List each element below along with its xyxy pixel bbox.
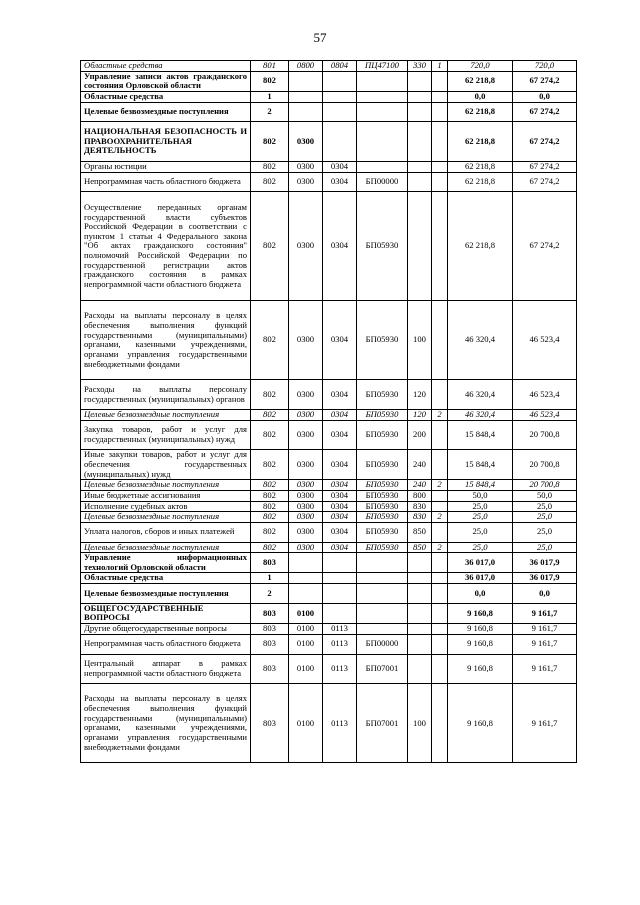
subsection-cell: 0304 (323, 420, 357, 450)
table-row (81, 480, 577, 491)
expense-type-cell (408, 634, 432, 654)
amount-year1-cell: 25,0 (448, 501, 513, 512)
subsection-cell (323, 584, 357, 604)
grbs-cell: 802 (251, 542, 289, 553)
amount-year1-cell: 15 848,4 (448, 450, 513, 480)
funding-source-cell (432, 172, 448, 192)
table-row (81, 684, 577, 763)
funding-source-cell (432, 522, 448, 542)
amount-year1-cell: 46 320,4 (448, 301, 513, 380)
amount-year2-cell: 46 523,4 (513, 301, 577, 380)
table-row (81, 61, 577, 72)
grbs-cell: 802 (251, 172, 289, 192)
funding-source-cell (432, 301, 448, 380)
target-article-cell: БП05930 (357, 450, 408, 480)
row-name-cell: Иные закупки товаров, работ и услуг для обеспечения государственных (муниципальных) нужд (81, 450, 251, 480)
grbs-cell: 803 (251, 684, 289, 763)
section-cell: 0300 (289, 172, 323, 192)
grbs-cell: 803 (251, 624, 289, 635)
budget-table (80, 60, 577, 763)
grbs-cell: 2 (251, 584, 289, 604)
amount-year2-cell: 67 274,2 (513, 172, 577, 192)
expense-type-cell (408, 161, 432, 172)
page-number: 57 (313, 30, 327, 45)
table-row (81, 654, 577, 684)
target-article-cell (357, 553, 408, 573)
funding-source-cell (432, 501, 448, 512)
funding-source-cell (432, 684, 448, 763)
amount-year1-cell: 9 160,8 (448, 634, 513, 654)
table-row (81, 634, 577, 654)
row-name-cell: Управление записи актов гражданского состояния Орловской области (81, 71, 251, 91)
amount-year1-cell: 720,0 (448, 61, 513, 72)
amount-year2-cell: 20 700,8 (513, 480, 577, 491)
row-name-cell: НАЦИОНАЛЬНАЯ БЕЗОПАСНОСТЬ И ПРАВООХРАНИТЕЛЬНАЯ ДЕЯТЕЛЬНОСТЬ (81, 122, 251, 162)
section-cell (289, 71, 323, 91)
expense-type-cell: 120 (408, 380, 432, 410)
subsection-cell: 0113 (323, 684, 357, 763)
amount-year2-cell: 20 700,8 (513, 420, 577, 450)
row-name-cell: Областные средства (81, 91, 251, 102)
expense-type-cell (408, 573, 432, 584)
grbs-cell: 803 (251, 603, 289, 623)
expense-type-cell (408, 172, 432, 192)
amount-year2-cell: 67 274,2 (513, 102, 577, 122)
target-article-cell (357, 161, 408, 172)
row-name-cell: Органы юстиции (81, 161, 251, 172)
expense-type-cell (408, 192, 432, 301)
table-row (81, 501, 577, 512)
amount-year1-cell: 62 218,8 (448, 122, 513, 162)
row-name-cell: Областные средства (81, 61, 251, 72)
expense-type-cell (408, 553, 432, 573)
grbs-cell: 802 (251, 410, 289, 421)
funding-source-cell (432, 573, 448, 584)
amount-year2-cell: 9 161,7 (513, 634, 577, 654)
section-cell (289, 553, 323, 573)
subsection-cell: 0304 (323, 172, 357, 192)
row-name-cell: Центральный аппарат в рамках непрограммной части областного бюджета (81, 654, 251, 684)
table-row (81, 301, 577, 380)
section-cell: 0100 (289, 684, 323, 763)
expense-type-cell: 240 (408, 480, 432, 491)
section-cell: 0100 (289, 634, 323, 654)
funding-source-cell (432, 102, 448, 122)
section-cell: 0300 (289, 192, 323, 301)
section-cell: 0300 (289, 512, 323, 523)
section-cell: 0100 (289, 603, 323, 623)
row-name-cell: Управление информационных технологий Орловской области (81, 553, 251, 573)
funding-source-cell (432, 420, 448, 450)
row-name-cell: Иные бюджетные ассигнования (81, 490, 251, 501)
target-article-cell: БП05930 (357, 380, 408, 410)
amount-year1-cell: 62 218,8 (448, 172, 513, 192)
section-cell: 0300 (289, 122, 323, 162)
grbs-cell: 802 (251, 71, 289, 91)
funding-source-cell (432, 380, 448, 410)
funding-source-cell (432, 603, 448, 623)
amount-year2-cell: 9 161,7 (513, 624, 577, 635)
target-article-cell: БП05930 (357, 522, 408, 542)
table-row (81, 624, 577, 635)
target-article-cell (357, 91, 408, 102)
grbs-cell: 802 (251, 161, 289, 172)
section-cell: 0300 (289, 490, 323, 501)
funding-source-cell (432, 654, 448, 684)
expense-type-cell: 200 (408, 420, 432, 450)
section-cell: 0300 (289, 450, 323, 480)
expense-type-cell (408, 603, 432, 623)
section-cell: 0300 (289, 420, 323, 450)
row-name-cell: Целевые безвозмездные поступления (81, 410, 251, 421)
table-row (81, 380, 577, 410)
section-cell (289, 102, 323, 122)
subsection-cell: 0304 (323, 380, 357, 410)
section-cell: 0300 (289, 542, 323, 553)
grbs-cell: 2 (251, 102, 289, 122)
section-cell: 0300 (289, 301, 323, 380)
amount-year2-cell: 25,0 (513, 512, 577, 523)
row-name-cell: Закупка товаров, работ и услуг для государственных (муниципальных) нужд (81, 420, 251, 450)
funding-source-cell (432, 553, 448, 573)
expense-type-cell: 120 (408, 410, 432, 421)
target-article-cell: БП05930 (357, 192, 408, 301)
subsection-cell: 0304 (323, 192, 357, 301)
target-article-cell: БП07001 (357, 684, 408, 763)
grbs-cell: 803 (251, 654, 289, 684)
amount-year1-cell: 25,0 (448, 512, 513, 523)
amount-year2-cell: 67 274,2 (513, 71, 577, 91)
amount-year1-cell: 15 848,4 (448, 420, 513, 450)
amount-year1-cell: 36 017,0 (448, 573, 513, 584)
grbs-cell: 803 (251, 634, 289, 654)
row-name-cell: Осуществление переданных органам государственной власти субъектов Российской Федерации в соответствии с пунктом 1 статьи 4 Федерального закона "Об актах гражданского состояния" полномочий Российской Федерации по государственной регистрации актов гражданского состояния в рамках непрограммной части областного бюджета (81, 192, 251, 301)
funding-source-cell (432, 71, 448, 91)
table-row (81, 192, 577, 301)
amount-year1-cell: 62 218,8 (448, 161, 513, 172)
target-article-cell (357, 573, 408, 584)
section-cell: 0300 (289, 501, 323, 512)
grbs-cell: 802 (251, 480, 289, 491)
expense-type-cell (408, 584, 432, 604)
target-article-cell: БП05930 (357, 410, 408, 421)
subsection-cell (323, 573, 357, 584)
table-row (81, 553, 577, 573)
funding-source-cell (432, 122, 448, 162)
table-row (81, 512, 577, 523)
section-cell: 0800 (289, 61, 323, 72)
row-name-cell: Целевые безвозмездные поступления (81, 542, 251, 553)
funding-source-cell (432, 91, 448, 102)
amount-year2-cell: 9 161,7 (513, 654, 577, 684)
amount-year2-cell: 67 274,2 (513, 161, 577, 172)
subsection-cell: 0304 (323, 410, 357, 421)
target-article-cell: БП05930 (357, 501, 408, 512)
expense-type-cell (408, 71, 432, 91)
target-article-cell (357, 102, 408, 122)
grbs-cell: 1 (251, 573, 289, 584)
subsection-cell (323, 122, 357, 162)
funding-source-cell: 2 (432, 542, 448, 553)
amount-year2-cell: 9 161,7 (513, 603, 577, 623)
target-article-cell (357, 71, 408, 91)
target-article-cell: БП05930 (357, 420, 408, 450)
expense-type-cell: 240 (408, 450, 432, 480)
subsection-cell: 0804 (323, 61, 357, 72)
row-name-cell: Уплата налогов, сборов и иных платежей (81, 522, 251, 542)
subsection-cell: 0304 (323, 522, 357, 542)
subsection-cell (323, 553, 357, 573)
subsection-cell: 0304 (323, 501, 357, 512)
target-article-cell: БП05930 (357, 490, 408, 501)
amount-year2-cell: 46 523,4 (513, 380, 577, 410)
expense-type-cell (408, 102, 432, 122)
grbs-cell: 802 (251, 490, 289, 501)
table-row (81, 490, 577, 501)
section-cell: 0100 (289, 654, 323, 684)
table-row (81, 71, 577, 91)
subsection-cell: 0304 (323, 512, 357, 523)
section-cell: 0300 (289, 380, 323, 410)
grbs-cell: 802 (251, 512, 289, 523)
target-article-cell: ПЦ47100 (357, 61, 408, 72)
funding-source-cell (432, 624, 448, 635)
subsection-cell: 0113 (323, 624, 357, 635)
section-cell (289, 91, 323, 102)
subsection-cell: 0304 (323, 161, 357, 172)
target-article-cell: БП05930 (357, 542, 408, 553)
section-cell: 0100 (289, 624, 323, 635)
target-article-cell: БП05930 (357, 301, 408, 380)
row-name-cell: Непрограммная часть областного бюджета (81, 172, 251, 192)
row-name-cell: Другие общегосударственные вопросы (81, 624, 251, 635)
funding-source-cell (432, 450, 448, 480)
grbs-cell: 802 (251, 501, 289, 512)
subsection-cell: 0113 (323, 654, 357, 684)
table-row (81, 542, 577, 553)
amount-year2-cell: 0,0 (513, 584, 577, 604)
subsection-cell (323, 91, 357, 102)
table-row (81, 603, 577, 623)
expense-type-cell: 330 (408, 61, 432, 72)
expense-type-cell: 830 (408, 512, 432, 523)
funding-source-cell: 2 (432, 480, 448, 491)
row-name-cell: Расходы на выплаты персоналу в целях обеспечения выполнения функций государственными (муниципальными) органами, казенными учреждениями, органами управления государственными внебюджетными фондами (81, 684, 251, 763)
subsection-cell: 0304 (323, 301, 357, 380)
funding-source-cell (432, 584, 448, 604)
funding-source-cell (432, 161, 448, 172)
grbs-cell: 801 (251, 61, 289, 72)
table-row (81, 91, 577, 102)
table-row (81, 410, 577, 421)
expense-type-cell (408, 624, 432, 635)
amount-year2-cell: 67 274,2 (513, 192, 577, 301)
grbs-cell: 802 (251, 420, 289, 450)
amount-year1-cell: 46 320,4 (448, 410, 513, 421)
row-name-cell: Областные средства (81, 573, 251, 584)
section-cell: 0300 (289, 480, 323, 491)
amount-year1-cell: 0,0 (448, 584, 513, 604)
amount-year2-cell: 50,0 (513, 490, 577, 501)
grbs-cell: 802 (251, 122, 289, 162)
funding-source-cell: 2 (432, 410, 448, 421)
grbs-cell: 802 (251, 192, 289, 301)
amount-year2-cell: 67 274,2 (513, 122, 577, 162)
target-article-cell (357, 584, 408, 604)
expense-type-cell: 850 (408, 522, 432, 542)
expense-type-cell: 830 (408, 501, 432, 512)
amount-year1-cell: 9 160,8 (448, 603, 513, 623)
grbs-cell: 803 (251, 553, 289, 573)
table-row (81, 161, 577, 172)
grbs-cell: 802 (251, 522, 289, 542)
table-row (81, 573, 577, 584)
row-name-cell: Целевые безвозмездные поступления (81, 480, 251, 491)
section-cell: 0300 (289, 522, 323, 542)
funding-source-cell: 2 (432, 512, 448, 523)
subsection-cell (323, 102, 357, 122)
amount-year1-cell: 50,0 (448, 490, 513, 501)
subsection-cell (323, 71, 357, 91)
row-name-cell: Расходы на выплаты персоналу в целях обеспечения выполнения функций государственными (муниципальными) органами, казенными учреждениями, органами управления государственными внебюджетными фондами (81, 301, 251, 380)
row-name-cell: Целевые безвозмездные поступления (81, 584, 251, 604)
grbs-cell: 1 (251, 91, 289, 102)
table-row (81, 584, 577, 604)
amount-year2-cell: 0,0 (513, 91, 577, 102)
section-cell: 0300 (289, 161, 323, 172)
funding-source-cell (432, 192, 448, 301)
table-row (81, 420, 577, 450)
amount-year2-cell: 25,0 (513, 501, 577, 512)
amount-year2-cell: 36 017,9 (513, 553, 577, 573)
amount-year1-cell: 46 320,4 (448, 380, 513, 410)
subsection-cell: 0304 (323, 542, 357, 553)
amount-year1-cell: 25,0 (448, 522, 513, 542)
target-article-cell: БП07001 (357, 654, 408, 684)
amount-year1-cell: 9 160,8 (448, 654, 513, 684)
subsection-cell: 0304 (323, 480, 357, 491)
target-article-cell: БП05930 (357, 512, 408, 523)
target-article-cell (357, 122, 408, 162)
amount-year1-cell: 9 160,8 (448, 684, 513, 763)
amount-year1-cell: 36 017,0 (448, 553, 513, 573)
amount-year2-cell: 20 700,8 (513, 450, 577, 480)
row-name-cell: Целевые безвозмездные поступления (81, 512, 251, 523)
amount-year2-cell: 720,0 (513, 61, 577, 72)
amount-year2-cell: 36 017,9 (513, 573, 577, 584)
row-name-cell: ОБЩЕГОСУДАРСТВЕННЫЕ ВОПРОСЫ (81, 603, 251, 623)
section-cell (289, 584, 323, 604)
target-article-cell (357, 603, 408, 623)
amount-year2-cell: 25,0 (513, 542, 577, 553)
amount-year1-cell: 0,0 (448, 91, 513, 102)
amount-year2-cell: 25,0 (513, 522, 577, 542)
target-article-cell: БП00000 (357, 172, 408, 192)
table-row (81, 102, 577, 122)
funding-source-cell (432, 490, 448, 501)
row-name-cell: Целевые безвозмездные поступления (81, 102, 251, 122)
grbs-cell: 802 (251, 450, 289, 480)
section-cell (289, 573, 323, 584)
subsection-cell: 0304 (323, 450, 357, 480)
subsection-cell: 0113 (323, 634, 357, 654)
grbs-cell: 802 (251, 380, 289, 410)
target-article-cell: БП00000 (357, 634, 408, 654)
expense-type-cell (408, 654, 432, 684)
amount-year1-cell: 9 160,8 (448, 624, 513, 635)
amount-year2-cell: 46 523,4 (513, 410, 577, 421)
row-name-cell: Непрограммная часть областного бюджета (81, 634, 251, 654)
amount-year1-cell: 15 848,4 (448, 480, 513, 491)
table-row (81, 522, 577, 542)
amount-year1-cell: 25,0 (448, 542, 513, 553)
funding-source-cell (432, 634, 448, 654)
grbs-cell: 802 (251, 301, 289, 380)
amount-year2-cell: 9 161,7 (513, 684, 577, 763)
subsection-cell: 0304 (323, 490, 357, 501)
target-article-cell: БП05930 (357, 480, 408, 491)
row-name-cell: Расходы на выплаты персоналу государственных (муниципальных) органов (81, 380, 251, 410)
expense-type-cell (408, 122, 432, 162)
amount-year1-cell: 62 218,8 (448, 102, 513, 122)
expense-type-cell: 850 (408, 542, 432, 553)
row-name-cell: Исполнение судебных актов (81, 501, 251, 512)
target-article-cell (357, 624, 408, 635)
table-row (81, 122, 577, 162)
funding-source-cell: 1 (432, 61, 448, 72)
expense-type-cell: 100 (408, 301, 432, 380)
expense-type-cell: 800 (408, 490, 432, 501)
table-row (81, 450, 577, 480)
amount-year1-cell: 62 218,8 (448, 192, 513, 301)
table-row (81, 172, 577, 192)
subsection-cell (323, 603, 357, 623)
expense-type-cell: 100 (408, 684, 432, 763)
amount-year1-cell: 62 218,8 (448, 71, 513, 91)
expense-type-cell (408, 91, 432, 102)
section-cell: 0300 (289, 410, 323, 421)
